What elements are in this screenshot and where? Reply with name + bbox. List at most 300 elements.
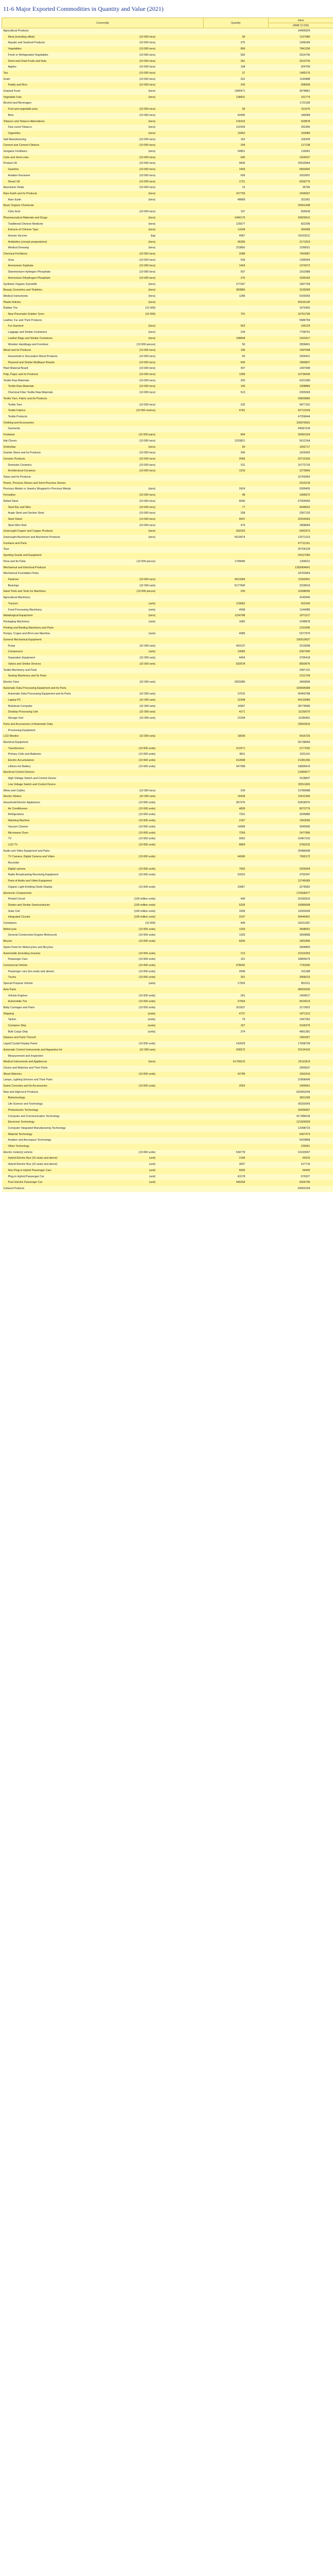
commodity-cell [2, 251, 204, 258]
commodity-cell [2, 167, 204, 173]
commodity-unit: (10 000 sets) [139, 795, 156, 799]
commodity-name: Container Ship [8, 1024, 26, 1028]
commodity-cell [2, 396, 204, 402]
value-cell [269, 860, 333, 867]
commodity-cell [2, 203, 204, 209]
quantity-cell [204, 306, 269, 312]
commodity-cell [2, 300, 204, 306]
table-row [2, 649, 333, 655]
commodity-name: Lithium-ion Battery [8, 765, 31, 768]
commodity-unit: (10 000 units) [139, 927, 156, 931]
commodity-name: Microwave Oven [8, 831, 28, 835]
quantity-cell: 4967 [204, 233, 269, 240]
commodity-unit: (10 000 pieces) [136, 343, 156, 346]
table-row [2, 71, 333, 77]
value-cell: 3128837 [269, 776, 333, 782]
commodity-unit: (10 000 tons) [139, 789, 156, 792]
commodity-name: Compressor [8, 650, 23, 654]
commodity-unit: (10 000) [145, 307, 156, 310]
table-row [2, 1144, 333, 1150]
commodity-unit: (tons) [148, 445, 156, 449]
table-row [2, 53, 333, 59]
table-row [2, 1077, 333, 1083]
commodity-name: Rubber Tire [3, 307, 18, 310]
commodity-name: Salt Manufacturing [3, 138, 26, 141]
commodity-cell [2, 957, 204, 963]
value-cell: 195129 [269, 324, 333, 330]
quantity-cell [204, 553, 269, 559]
value-cell: 3097131 [269, 668, 333, 674]
commodity-unit: (tons) [148, 300, 156, 304]
table-row [2, 77, 333, 83]
table-row [2, 776, 333, 782]
value-cell: 1395644 [269, 258, 333, 264]
table-row [2, 691, 333, 698]
table-row [2, 233, 333, 240]
commodity-name: Tractors [8, 602, 18, 605]
commodity-cell [2, 607, 204, 614]
commodity-name: Measurement and Inspection [8, 1054, 43, 1058]
value-cell: 191779 [269, 95, 333, 101]
value-cell: 3698001 [269, 927, 333, 933]
value-cell: 17658709 [269, 1041, 333, 1047]
commodity-unit: (10 000 pieces) [136, 590, 156, 594]
commodity-unit: (units) [147, 1012, 156, 1015]
table-row [2, 143, 333, 149]
commodity-cell [2, 493, 204, 499]
value-cell: 2177025 [269, 746, 333, 752]
value-cell: 1908883 [269, 384, 333, 390]
commodity-unit: (10 000 units) [139, 819, 156, 823]
table-row [2, 999, 333, 1005]
commodity-cell [2, 860, 204, 867]
table-row [2, 1162, 333, 1168]
commodity-cell [2, 408, 204, 414]
quantity-cell [204, 1186, 269, 1192]
table-row [2, 354, 333, 360]
commodity-unit: (10 000 units) [139, 753, 156, 756]
value-cell: 47004665 [269, 499, 333, 505]
commodity-cell [2, 716, 204, 722]
quantity-cell: 44906 [204, 854, 269, 860]
value-cell: 417715 [269, 1162, 333, 1168]
commodity-cell [2, 1180, 204, 1186]
table-row [2, 493, 333, 499]
commodity-cell [2, 1059, 204, 1065]
table-row [2, 957, 333, 963]
commodity-name: Pharmaceutical Materials and Drugs [3, 216, 47, 219]
commodity-cell [2, 806, 204, 812]
commodity-unit: (tons) [148, 331, 156, 334]
commodity-cell [2, 324, 204, 330]
commodity-name: Electric Motors [3, 795, 22, 799]
commodity-cell [2, 342, 204, 348]
commodity-name: TV [8, 837, 12, 841]
quantity-cell [204, 1144, 269, 1150]
commodity-name: Textile Machinery and Parts [3, 668, 37, 672]
commodity-unit: (10 000 units) [139, 934, 156, 937]
commodity-cell [2, 824, 204, 831]
value-cell: 20183915 [269, 896, 333, 903]
commodity-cell [2, 655, 204, 662]
quantity-cell: 446259 [204, 1180, 269, 1186]
quantity-cell: 1464 [204, 263, 269, 269]
table-row [2, 481, 333, 487]
commodity-unit: (tons) [148, 120, 156, 123]
value-cell: 5416726 [269, 734, 333, 740]
commodity-unit: (100 million units) [134, 909, 156, 913]
table-row [2, 1108, 333, 1114]
commodity-cell [2, 71, 204, 77]
commodity-unit: (10 000 tons) [139, 451, 156, 455]
commodity-name: Basic Organic Chemicals [3, 204, 34, 208]
commodity-cell [2, 831, 204, 837]
value-cell: 1497648 [269, 348, 333, 354]
commodity-name: Automobile Tire [8, 1000, 27, 1004]
commodity-cell [2, 161, 204, 167]
value-cell: 21683077 [269, 770, 333, 776]
value-cell [269, 1054, 333, 1060]
quantity-cell: 5619974 [204, 535, 269, 541]
commodity-unit: (10 000 tons) [139, 77, 156, 81]
commodity-unit: (10 000 tons) [139, 349, 156, 352]
commodity-cell [2, 975, 204, 981]
commodity-name: Non-Plug-in Hybrid Passenger Cars [8, 1168, 52, 1172]
quantity-cell [204, 1138, 269, 1144]
table-row [2, 921, 333, 927]
value-cell: 109976691 [269, 420, 333, 427]
commodity-cell [2, 306, 204, 312]
value-cell: 1721199 [269, 100, 333, 107]
commodity-unit: (10 000 tons) [139, 144, 156, 147]
quantity-cell: 9262 [204, 836, 269, 842]
commodity-cell [2, 854, 204, 860]
commodity-name: Pearls, Precious Stones and Semi-Precious Stones [3, 481, 66, 485]
commodity-cell [2, 601, 204, 607]
table-row [2, 716, 333, 722]
value-cell: 3058461 [269, 342, 333, 348]
commodity-name: Containers [3, 922, 17, 925]
table-row [2, 59, 333, 65]
table-row [2, 396, 333, 402]
table-row [2, 167, 333, 173]
quantity-cell: 11609 [204, 227, 269, 233]
commodity-cell [2, 1047, 204, 1054]
commodity-cell [2, 782, 204, 788]
commodity-name: Wood and Its Products [3, 349, 31, 352]
commodity-unit: (tons) [148, 240, 156, 244]
commodity-unit: (units) [147, 1024, 156, 1028]
commodity-name: Medical Instruments [3, 294, 28, 298]
table-row [2, 662, 333, 668]
commodity-name: Life Science and Technology [8, 1103, 43, 1106]
value-cell: 90450788 [269, 691, 333, 698]
quantity-cell [204, 860, 269, 867]
quantity-cell: 1289 [204, 372, 269, 378]
value-cell: 12098723 [269, 1126, 333, 1132]
table-row [2, 891, 333, 897]
quantity-cell [204, 891, 269, 897]
quantity-cell: 1316 [204, 468, 269, 474]
quantity-cell: 320 [204, 378, 269, 384]
commodity-cell [2, 788, 204, 794]
quantity-cell: 37015 [204, 691, 269, 698]
commodity-unit: (10 000 pieces) [136, 560, 156, 563]
value-cell: 1801896 [269, 939, 333, 945]
table-row [2, 95, 333, 101]
commodity-unit: (10 000 tons) [139, 403, 156, 406]
commodity-cell [2, 541, 204, 547]
commodity-name: Other Technology [8, 1145, 29, 1148]
table-row [2, 523, 333, 529]
value-cell: 1497648 [269, 366, 333, 372]
commodity-unit: (10 000 units) [139, 843, 156, 846]
value-cell: 417386018 [269, 1114, 333, 1120]
commodity-cell [2, 1174, 204, 1180]
table-row [2, 927, 333, 933]
commodity-cell [2, 1017, 204, 1023]
quantity-cell: 463137 [204, 643, 269, 650]
commodity-cell [2, 872, 204, 878]
commodity-name: Wooden Handbags and Furniture [8, 343, 48, 346]
commodity-cell [2, 680, 204, 686]
commodity-cell [2, 999, 204, 1005]
table-row [2, 468, 333, 474]
commodity-cell [2, 764, 204, 770]
table-row [2, 740, 333, 746]
commodity-name: Plywood and Similar Multilayer Boards [8, 361, 55, 364]
commodity-unit: (10 000 tons) [139, 162, 156, 165]
value-cell: 94400 [269, 1168, 333, 1174]
table-row [2, 245, 333, 251]
quantity-cell: 218102 [204, 119, 269, 125]
commodity-cell [2, 878, 204, 885]
commodity-unit: (10 000 tons) [139, 523, 156, 527]
quantity-cell: 1459 [204, 167, 269, 173]
value-cell: 24317050 [269, 553, 333, 559]
quantity-cell: 2167 [204, 818, 269, 824]
commodity-unit: (units) [147, 1018, 156, 1022]
commodity-cell [2, 812, 204, 818]
value-cell: 1670402 [269, 306, 333, 312]
commodity-name: Textile Fabrics [8, 409, 26, 413]
commodity-cell [2, 583, 204, 589]
quantity-cell: 1721 [204, 179, 269, 185]
commodity-cell [2, 511, 204, 517]
commodity-unit: (10 000 sets) [139, 735, 156, 738]
table-row [2, 686, 333, 692]
commodity-unit: (10 000) [145, 313, 156, 316]
quantity-cell: 108 [204, 64, 269, 71]
commodity-name: Paddy and Rice [8, 83, 27, 87]
commodity-name: Household Electric Appliances [3, 801, 40, 804]
value-cell: 6462973 [269, 529, 333, 535]
commodity-name: Textile Raw Materials [3, 379, 29, 382]
value-cell: 3035886 [269, 812, 333, 818]
value-cell: 3105376 [269, 1023, 333, 1029]
commodity-cell [2, 276, 204, 282]
commodity-name: Gasoline [8, 168, 19, 172]
quantity-cell: 53322 [204, 872, 269, 878]
commodity-cell [2, 1114, 204, 1120]
commodity-cell [2, 149, 204, 155]
value-cell: 4145945 [269, 595, 333, 601]
value-cell: 3219698 [269, 643, 333, 650]
commodity-name: General Mechanical Equipment [3, 638, 42, 642]
commodity-name: Ceramic Products [3, 457, 25, 461]
commodity-name: Inorganic Fertilizers [3, 150, 27, 154]
value-cell: 36320343 [269, 1101, 333, 1108]
commodity-cell [2, 595, 204, 601]
table-row [2, 589, 333, 595]
commodity-unit: (10 000 units) [139, 970, 156, 973]
commodity-unit: (tons) [148, 126, 156, 129]
commodity-unit: (sets) [148, 982, 156, 986]
table-row [2, 324, 333, 330]
quantity-cell: 2003 [204, 1083, 269, 1090]
commodity-cell [2, 131, 204, 137]
quantity-cell: 592678 [204, 662, 269, 668]
commodity-cell [2, 1072, 204, 1078]
commodity-cell [2, 559, 204, 565]
commodity-cell [2, 53, 204, 59]
commodity-cell [2, 414, 204, 420]
commodity-unit: (10 000 tons) [139, 180, 156, 183]
commodity-unit: (unit) [149, 1175, 156, 1178]
table-row [2, 511, 333, 517]
commodity-unit: (10 000 sets) [139, 704, 156, 708]
quantity-cell [204, 776, 269, 782]
commodity-unit: (10 000 tons) [139, 71, 156, 75]
quantity-cell: 4989 [204, 631, 269, 637]
table-row [2, 577, 333, 583]
commodity-name: Air Conditioners [8, 807, 28, 810]
commodity-cell [2, 143, 204, 149]
commodity-unit: (10 000 tons) [139, 35, 156, 39]
table-row [2, 191, 333, 197]
table-row [2, 842, 333, 849]
commodity-name: Biotechnology [8, 1096, 25, 1100]
table-row [2, 806, 333, 812]
table-row [2, 342, 333, 348]
quantity-cell: 407 [204, 366, 269, 372]
commodity-unit: (10 000 tons) [139, 276, 156, 280]
commodity-name: Steel Sheet [8, 517, 22, 521]
commodity-name: Furniture and Parts [3, 541, 27, 545]
value-cell: 47712161 [269, 541, 333, 547]
commodity-name: Computer and Communication Technology [8, 1114, 60, 1118]
quantity-cell [204, 740, 269, 746]
commodity-name: Textile Raw Materials [8, 385, 34, 388]
table-row [2, 529, 333, 535]
commodity-unit: (10 000 units) [139, 765, 156, 768]
commodity-name: Textile Yarn, Fabric and Its Products [3, 397, 47, 400]
table-row [2, 215, 333, 222]
commodity-unit: (tons) [148, 150, 156, 154]
value-cell: 7841206 [269, 46, 333, 53]
table-row [2, 155, 333, 161]
commodity-cell [2, 746, 204, 752]
commodity-cell [2, 1156, 204, 1162]
value-cell: 1149488 [269, 77, 333, 83]
commodity-unit: (10 000 tons) [139, 439, 156, 443]
quantity-cell [204, 100, 269, 107]
value-cell: 623166 [269, 601, 333, 607]
table-row [2, 402, 333, 409]
table-row [2, 878, 333, 885]
commodity-unit: (10 000 tons) [139, 512, 156, 515]
quantity-cell [204, 1108, 269, 1114]
commodity-unit: (10 000 units) [139, 885, 156, 889]
value-cell: 1396184 [269, 40, 333, 46]
table-row [2, 1023, 333, 1029]
value-cell: 3139399 [269, 287, 333, 294]
commodity-name: Pulp, Paper and Its Products [3, 373, 38, 377]
commodity-cell [2, 686, 204, 692]
commodity-cell [2, 673, 204, 680]
commodity-name: Medical Dressing [8, 246, 29, 250]
commodity-unit: (10 000 tons) [139, 108, 156, 111]
commodity-name: Textile Products [8, 415, 27, 418]
commodity-unit: (10 000 tons) [139, 258, 156, 262]
table-row [2, 1041, 333, 1047]
value-cell: 5929858 [269, 1138, 333, 1144]
table-row [2, 28, 333, 35]
value-cell: 10193597 [269, 1150, 333, 1156]
commodity-unit: (10 000 units) [139, 801, 156, 804]
value-cell: 18839419 [269, 764, 333, 770]
commodity-unit: (10 000 units) [139, 837, 156, 841]
commodity-cell [2, 89, 204, 95]
table-row [2, 909, 333, 915]
commodity-cell [2, 619, 204, 625]
commodity-name: Material Technology [8, 1132, 32, 1136]
value-cell: 1871313 [269, 1011, 333, 1018]
commodity-cell [2, 1054, 204, 1060]
commodity-cell [2, 372, 204, 378]
commodity-unit: (unit) [149, 1181, 156, 1184]
quantity-cell: 18939 [204, 734, 269, 740]
header-row-1 [2, 18, 333, 23]
table-row [2, 939, 333, 945]
commodity-cell [2, 1005, 204, 1011]
commodity-name: Chemical Fertilizers [3, 252, 28, 256]
quantity-cell: 243 [204, 82, 269, 89]
commodity-cell [2, 107, 204, 113]
commodity-cell [2, 384, 204, 390]
commodity-cell [2, 643, 204, 650]
commodity-cell [2, 197, 204, 204]
commodity-name: Tobacco and Tobacco Alternatives [3, 120, 45, 123]
value-cell: 56916130 [269, 300, 333, 306]
quantity-cell: 13 [204, 185, 269, 191]
commodity-name: Special Purpose Vehicle [3, 982, 33, 986]
quantity-cell [204, 1114, 269, 1120]
quantity-cell [204, 1126, 269, 1132]
quantity-cell [204, 668, 269, 674]
commodity-cell [2, 294, 204, 300]
value-cell: 2171819 [269, 240, 333, 246]
value-cell: 8073776 [269, 806, 333, 812]
table-row [2, 782, 333, 788]
commodity-name: Commercial Vehicle [3, 963, 28, 967]
commodity-cell [2, 885, 204, 891]
value-cell: 3678861 [269, 89, 333, 95]
commodity-cell [2, 758, 204, 764]
value-cell: 6367940 [269, 649, 333, 655]
commodity-cell [2, 867, 204, 873]
commodity-cell [2, 1120, 204, 1126]
